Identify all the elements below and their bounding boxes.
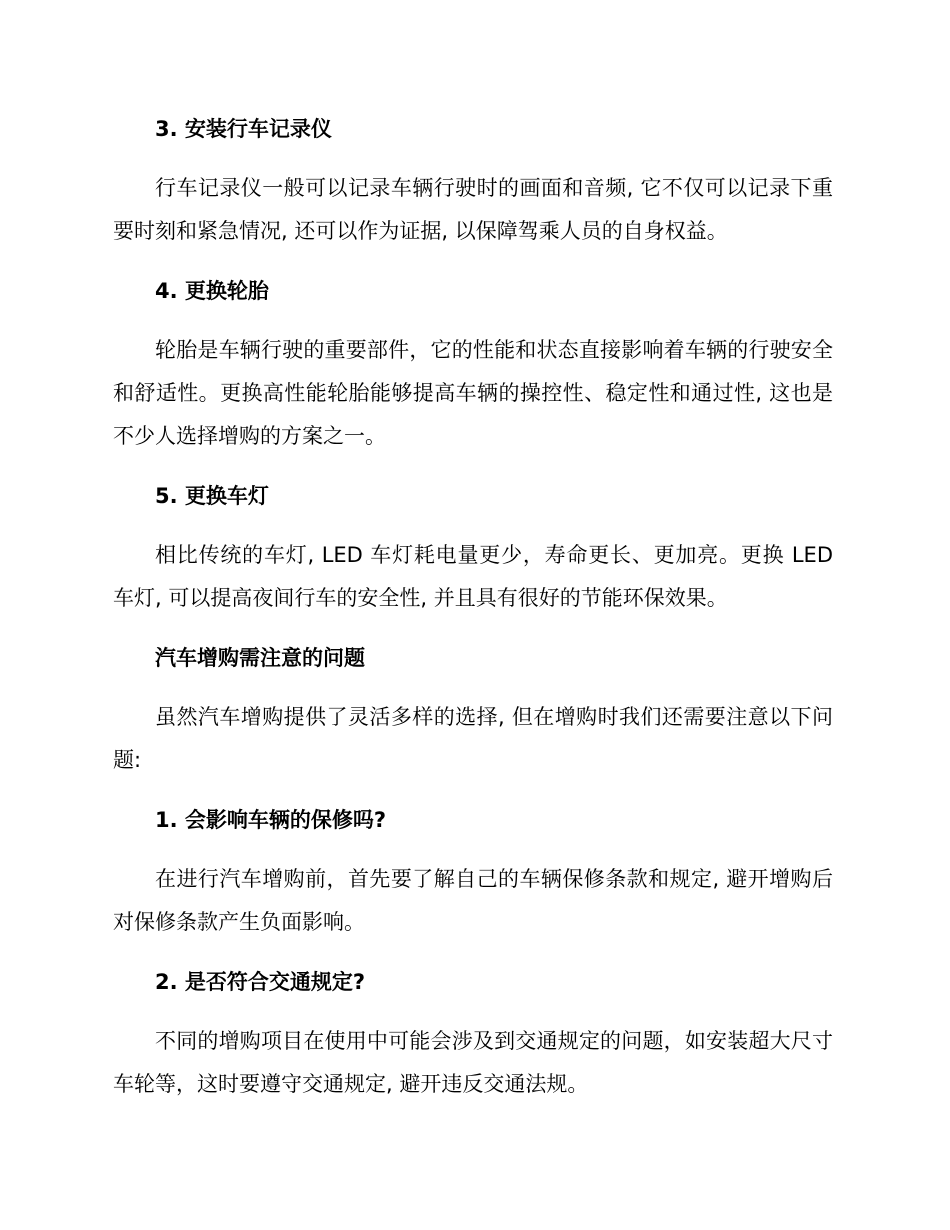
section-heading-tires: 4. 更换轮胎	[155, 279, 269, 303]
section-heading-lights: 5. 更换车灯	[155, 484, 269, 508]
section-heading-dashcam: 3. 安装行车记录仪	[155, 117, 332, 141]
section-paragraph-dashcam: 行车记录仪一般可以记录车辆行驶时的画面和音频, 它不仅可以记录下重要时刻和紧急情况, 还可以作为证据, 以保障驾乘人员的自身权益。	[113, 176, 833, 243]
document-body	[113, 110, 833, 1125]
section-heading-warranty: 1. 会影响车辆的保修吗?	[155, 808, 387, 832]
section-paragraph-warranty: 在进行汽车增购前，首先要了解自己的车辆保修条款和规定, 避开增购后对保修条款产生负面影响。	[113, 867, 833, 934]
section-paragraph-tires: 轮胎是车辆行驶的重要部件，它的性能和状态直接影响着车辆的行驶安全和舒适性。更换高性能轮胎能够提高车辆的操控性、稳定性和通过性, 这也是不少人选择增购的方案之一。	[113, 338, 833, 448]
section-paragraph-notes: 虽然汽车增购提供了灵活多样的选择, 但在增购时我们还需要注意以下问题:	[113, 705, 833, 772]
section-heading-notes: 汽车增购需注意的问题	[155, 646, 365, 670]
section-paragraph-lights: 相比传统的车灯, LED 车灯耗电量更少，寿命更长、更加亮。更换 LED 车灯, 可以提高夜间行车的安全性, 并且具有很好的节能环保效果。	[113, 543, 833, 610]
section-heading-traffic-rules: 2. 是否符合交通规定?	[155, 970, 366, 994]
section-paragraph-traffic-rules: 不同的增购项目在使用中可能会涉及到交通规定的问题，如安装超大尺寸车轮等，这时要遵守交通规定, 避开违反交通法规。	[113, 1029, 833, 1096]
